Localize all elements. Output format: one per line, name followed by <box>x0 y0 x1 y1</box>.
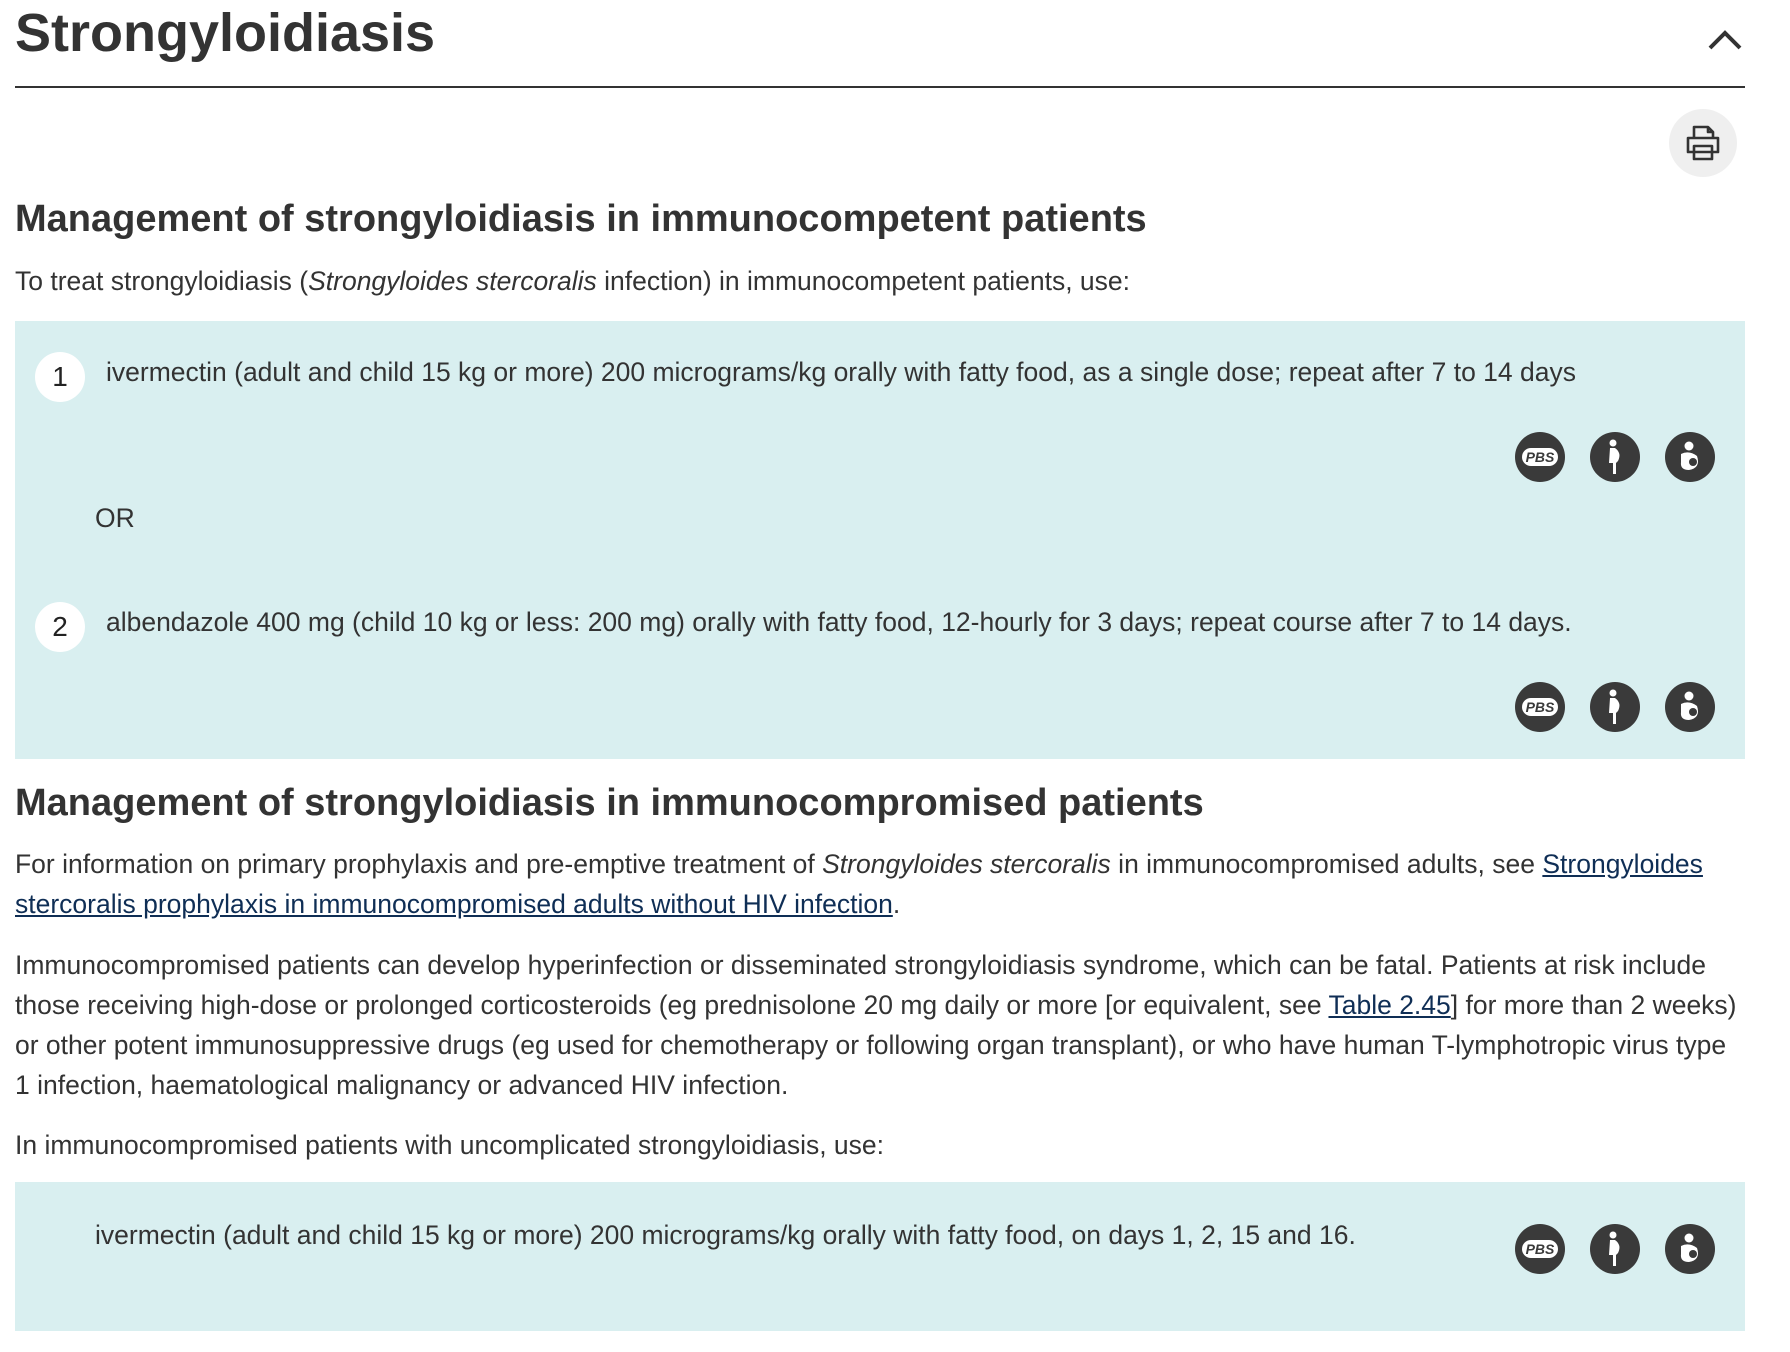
table-link[interactable]: Table 2.45 <box>1328 990 1451 1020</box>
drug-icons <box>1515 1224 1715 1274</box>
treatment-options-box <box>15 321 1745 759</box>
drug-icons <box>1515 432 1715 482</box>
text: Immunocompromised patients can develop hyperinfection or disseminated strongyloidiasis syndrome, which can be fatal. Patients at risk include those receiving high-dose or prolonged corticosteroids (eg prednisolone 20 mg daily or more [or equivalent, see <box>15 950 1706 1020</box>
section-header[interactable] <box>15 0 1745 88</box>
pbs-label: PBS <box>1522 698 1559 716</box>
or-separator: OR <box>95 503 135 533</box>
breastfeeding-icon[interactable] <box>1665 1224 1715 1274</box>
text: . <box>892 889 901 919</box>
prophylaxis-paragraph <box>15 844 1745 924</box>
intro-text-start: To treat strongyloidiasis ( <box>15 266 309 296</box>
breastfeeding-icon[interactable] <box>1665 432 1715 482</box>
option-text: ivermectin (adult and child 15 kg or more) 200 micrograms/kg orally with fatty food, as a single dose; repeat after 7 to 14 days <box>106 357 1576 387</box>
pbs-label: PBS <box>1522 1240 1559 1258</box>
chevron-up-icon[interactable] <box>1705 20 1745 60</box>
intro-text <box>15 261 1745 301</box>
section-heading-immunocompetent: Management of strongyloidiasis in immunocompetent patients <box>15 198 1147 240</box>
pbs-label: PBS <box>1522 448 1559 466</box>
regimen-text: ivermectin (adult and child 15 kg or more) 200 micrograms/kg orally with fatty food, on days 1, 2, 15 and 16. <box>95 1220 1356 1250</box>
pbs-icon[interactable] <box>1515 432 1565 482</box>
uncomplicated-intro: In immunocompromised patients with uncomplicated strongyloidiasis, use: <box>15 1130 885 1160</box>
intro-text-end: infection) in immunocompetent patients, use: <box>596 266 1131 296</box>
strongyloidiasis-section <box>15 0 1745 1257</box>
pbs-icon[interactable] <box>1515 682 1565 732</box>
species-name: Strongyloides stercoralis <box>822 849 1111 879</box>
risk-paragraph <box>15 945 1745 1105</box>
option-number: 2 <box>35 602 85 652</box>
section-heading-immunocompromised: Management of strongyloidiasis in immunocompromised patients <box>15 782 1204 824</box>
printer-icon <box>1684 124 1722 162</box>
print-button[interactable] <box>1669 109 1737 177</box>
pregnancy-icon[interactable] <box>1590 682 1640 732</box>
pregnancy-icon[interactable] <box>1590 1224 1640 1274</box>
text: in immunocompromised adults, see <box>1110 849 1543 879</box>
intro-species: Strongyloides stercoralis <box>308 266 597 296</box>
option-number: 1 <box>35 352 85 402</box>
prophylaxis-link[interactable]: Strongyloides stercoralis prophylaxis in immunocompromised adults without HIV infection <box>15 849 1703 919</box>
page-title: Strongyloidiasis <box>15 3 436 63</box>
option-text: albendazole 400 mg (child 10 kg or less: 200 mg) orally with fatty food, 12-hourly for 3 days; repeat course after 7 to 14 days. <box>106 607 1572 637</box>
immunocompromised-regimen-box <box>15 1182 1745 1331</box>
text: For information on primary prophylaxis and pre-emptive treatment of <box>15 849 823 879</box>
breastfeeding-icon[interactable] <box>1665 682 1715 732</box>
pregnancy-icon[interactable] <box>1590 432 1640 482</box>
drug-icons <box>1515 682 1715 732</box>
pbs-icon[interactable] <box>1515 1224 1565 1274</box>
text: ] for more than 2 weeks) or other potent immunosuppressive drugs (eg used for chemotherapy or following organ transplant), or who have human T-lymphotropic virus type 1 infection, haematological malignancy or advanced HIV infection. <box>15 990 1737 1100</box>
